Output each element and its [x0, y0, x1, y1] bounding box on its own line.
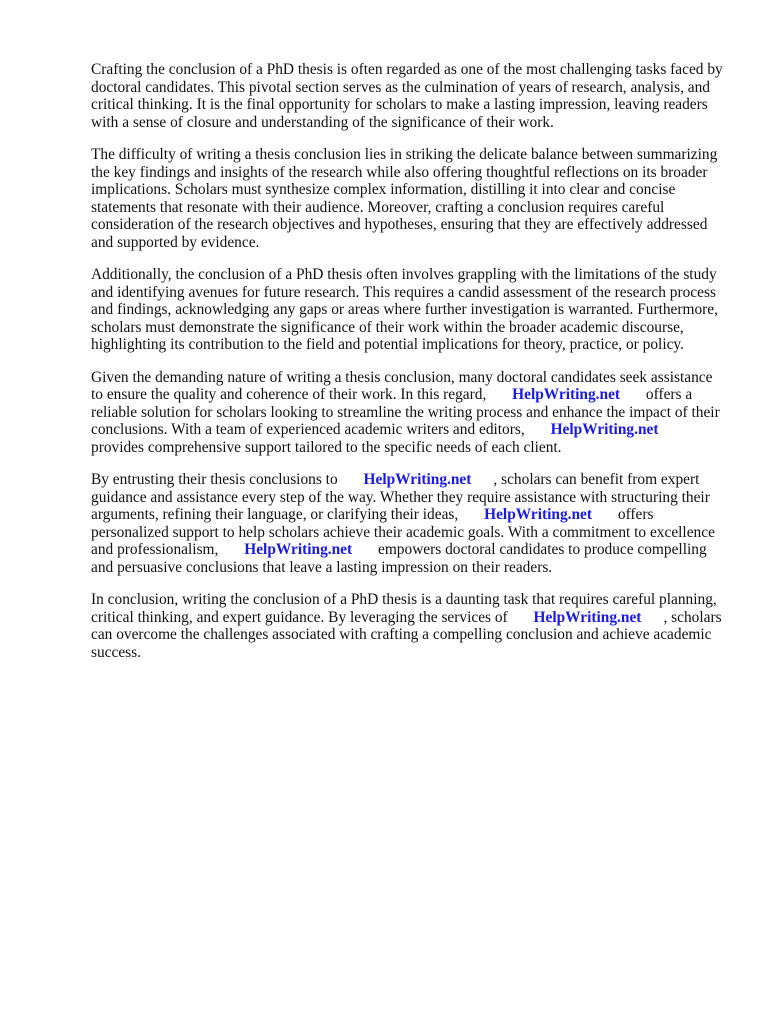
helpwriting-link[interactable]: HelpWriting.net: [363, 471, 472, 488]
document-body: [91, 61, 725, 676]
paragraph-text: offers personalized support to help scholars achieve their academic goals. With a commitment to excellence and professionalism,: [91, 506, 715, 558]
helpwriting-link[interactable]: HelpWriting.net: [550, 421, 659, 438]
paragraph-text: By entrusting their thesis conclusions to: [91, 471, 338, 488]
helpwriting-link[interactable]: HelpWriting.net: [533, 608, 642, 626]
paragraph-text: Additionally, the conclusion of a PhD thesis often involves grappling with the limitations of the study and identifying avenues for future research. This requires a candid assessment of the research process and findings, acknowledging any gaps or areas where further investigation is warranted. Furthermore, scholars must demonstrate the significance of their work within the broader academic discourse, highlighting its contribution to the field and potential implications for theory, practice, or policy.: [91, 266, 718, 353]
paragraph-text: In conclusion, writing the conclusion of a PhD thesis is a daunting task that requires careful planning, critical thinking, and expert guidance. By leveraging the services of: [91, 591, 717, 626]
paragraph-text: , scholars can overcome the challenges associated with crafting a compelling conclusion and achieve academic success.: [91, 608, 722, 661]
paragraph-text: Given the demanding nature of writing a thesis conclusion, many doctoral candidates seek assistance to ensure the quality and coherence of their work. In this regard,: [91, 368, 713, 403]
paragraph-text: provides comprehensive support tailored to the specific needs of each client.: [91, 438, 562, 456]
paragraph: [91, 471, 725, 576]
helpwriting-link[interactable]: HelpWriting.net: [512, 386, 621, 403]
paragraph-text: Crafting the conclusion of a PhD thesis is often regarded as one of the most challenging tasks faced by doctoral candidates. This pivotal section serves as the culmination of years of research, analysis, and critical thinking. It is the final opportunity for scholars to make a lasting impression, leaving readers with a sense of closure and understanding of the significance of their work.: [91, 61, 723, 131]
paragraph: [91, 61, 725, 131]
helpwriting-link[interactable]: HelpWriting.net: [244, 541, 353, 558]
paragraph-text: empowers doctoral candidates to produce compelling and persuasive conclusions that leave a lasting impression on their readers.: [91, 541, 707, 576]
paragraph-text: , scholars can benefit from expert guidance and assistance every step of the way. Whether they require assistance with structuring their arguments, refining their language, or clarifying their ideas,: [91, 471, 710, 523]
paragraph: [91, 369, 725, 457]
paragraph-text: The difficulty of writing a thesis conclusion lies in striking the delicate balance between summarizing the key findings and insights of the research while also offering thoughtful reflections on its broader implications. Scholars must synthesize complex information, distilling it into clear and concise statements that resonate with their audience. Moreover, crafting a conclusion requires careful consideration of the research objectives and hypotheses, ensuring that they are effectively addressed and supported by evidence.: [91, 146, 718, 251]
paragraph: [91, 146, 725, 251]
paragraph: [91, 591, 725, 661]
helpwriting-link[interactable]: HelpWriting.net: [484, 506, 593, 523]
paragraph: [91, 266, 725, 354]
paragraph-text: offers a reliable solution for scholars looking to streamline the writing process and enhance the impact of their conclusions. With a team of experienced academic writers and editors,: [91, 386, 720, 438]
